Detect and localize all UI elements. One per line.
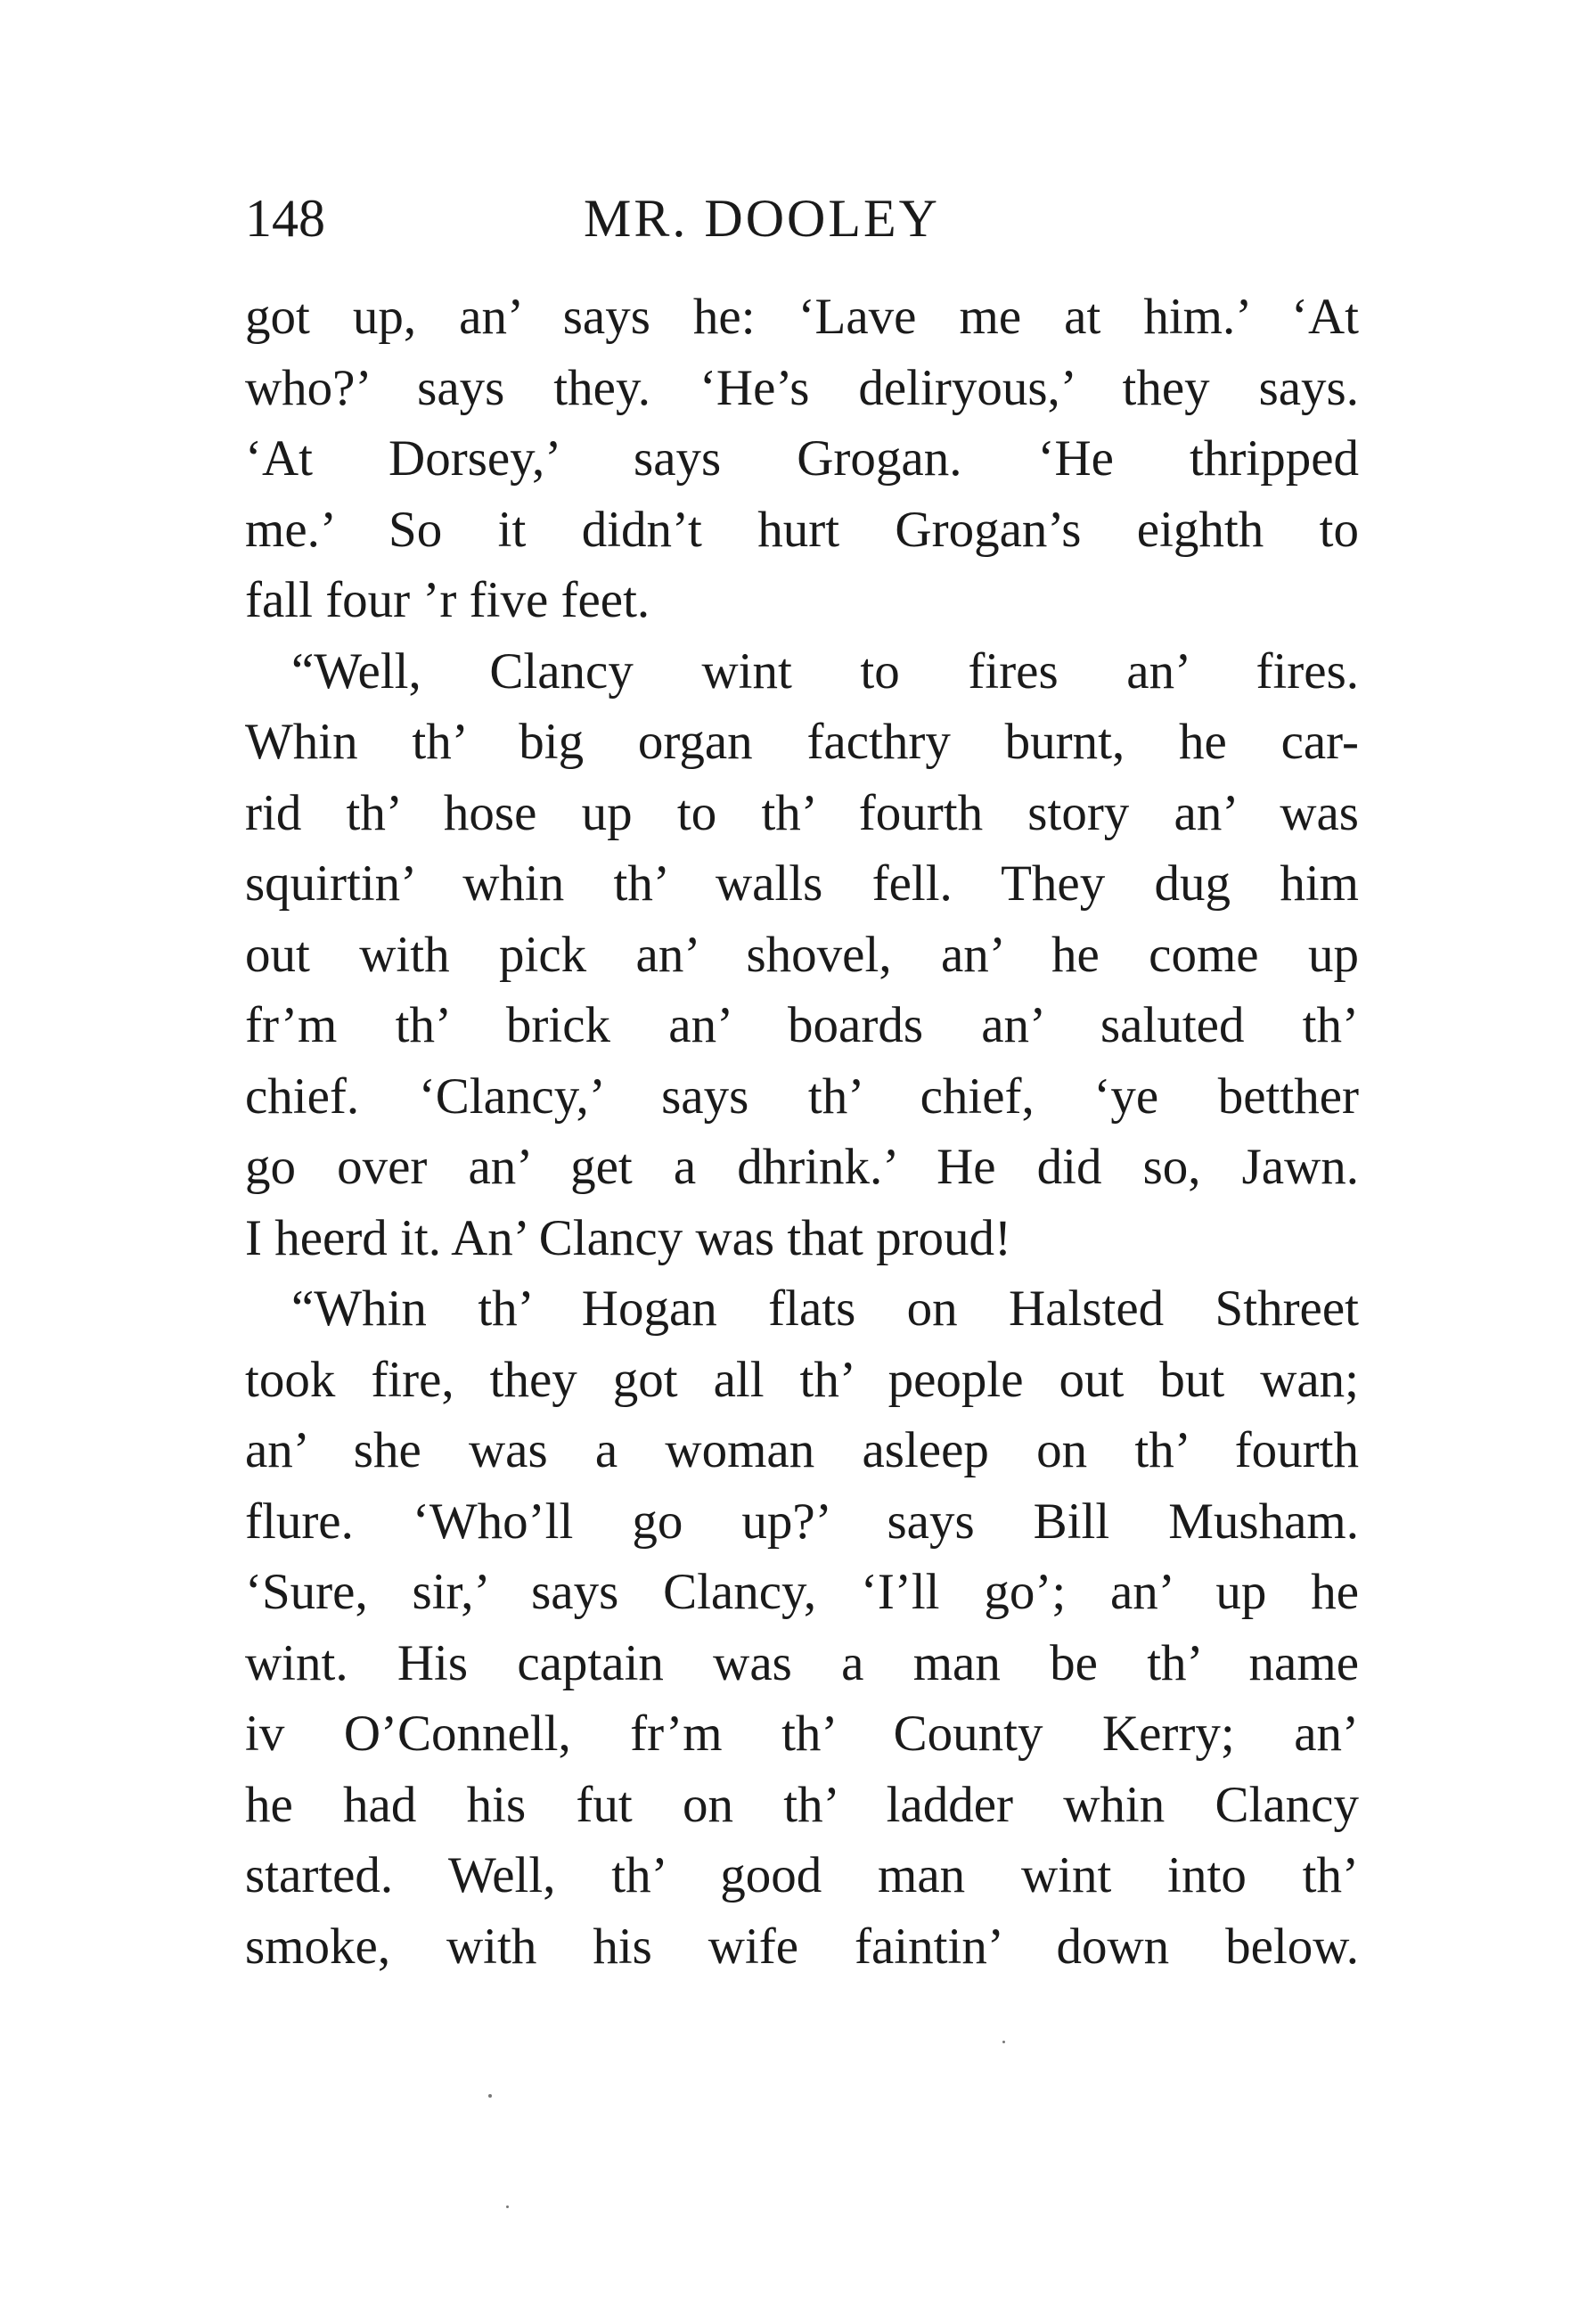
text-line: I heerd it. An’ Clancy was that proud! xyxy=(245,1209,1012,1266)
paper-speck xyxy=(506,2205,509,2208)
text-line: “Well, Clancy wint to fires an’ fires. xyxy=(291,642,1359,700)
text-line: he had his fut on th’ ladder whin Clancy xyxy=(245,1776,1359,1833)
text-line: fall four ’r five feet. xyxy=(245,572,650,628)
text-line: an’ she was a woman asleep on th’ fourth xyxy=(245,1422,1359,1478)
body-text xyxy=(245,282,1359,1982)
text-line: iv O’Connell, fr’m th’ County Kerry; an’ xyxy=(245,1706,1359,1762)
text-line: squirtin’ whin th’ walls fell. They dug him xyxy=(245,855,1359,912)
paper-speck xyxy=(1002,2041,1005,2043)
text-line: started. Well, th’ good man wint into th’ xyxy=(245,1847,1359,1903)
text-line: flure. ‘Who’ll go up?’ says Bill Musham. xyxy=(245,1493,1359,1550)
text-line: go over an’ get a dhrink.’ He did so, Jawn. xyxy=(245,1139,1359,1195)
text-line: ‘At Dorsey,’ says Grogan. ‘He thripped xyxy=(245,430,1359,487)
paper-speck xyxy=(488,2094,492,2098)
text-line: me.’ So it didn’t hurt Grogan’s eighth to xyxy=(245,501,1359,558)
text-line: rid th’ hose up to th’ fourth story an’ was xyxy=(245,784,1359,841)
text-line: smoke, with his wife faintin’ down below. xyxy=(245,1918,1359,1975)
text-line: got up, an’ says he: ‘Lave me at him.’ ‘At xyxy=(245,289,1359,345)
text-line: chief. ‘Clancy,’ says th’ chief, ‘ye betther xyxy=(245,1068,1359,1125)
text-line: wint. His captain was a man be th’ name xyxy=(245,1634,1359,1691)
text-line: out with pick an’ shovel, an’ he come up xyxy=(245,926,1359,983)
text-line: “Whin th’ Hogan flats on Halsted Sthreet xyxy=(291,1281,1359,1337)
text-line: took fire, they got all th’ people out but wan; xyxy=(245,1351,1359,1408)
text-line: fr’m th’ brick an’ boards an’ saluted th’ xyxy=(245,997,1359,1053)
text-line: ‘Sure, sir,’ says Clancy, ‘I’ll go’; an’ up he xyxy=(245,1564,1359,1620)
text-line: who?’ says they. ‘He’s deliryous,’ they says. xyxy=(245,359,1359,416)
running-head xyxy=(245,178,1359,258)
page-number: 148 xyxy=(245,189,325,248)
running-title: MR. DOOLEY xyxy=(584,189,940,248)
text-line: Whin th’ big organ facthry burnt, he car- xyxy=(245,714,1359,770)
